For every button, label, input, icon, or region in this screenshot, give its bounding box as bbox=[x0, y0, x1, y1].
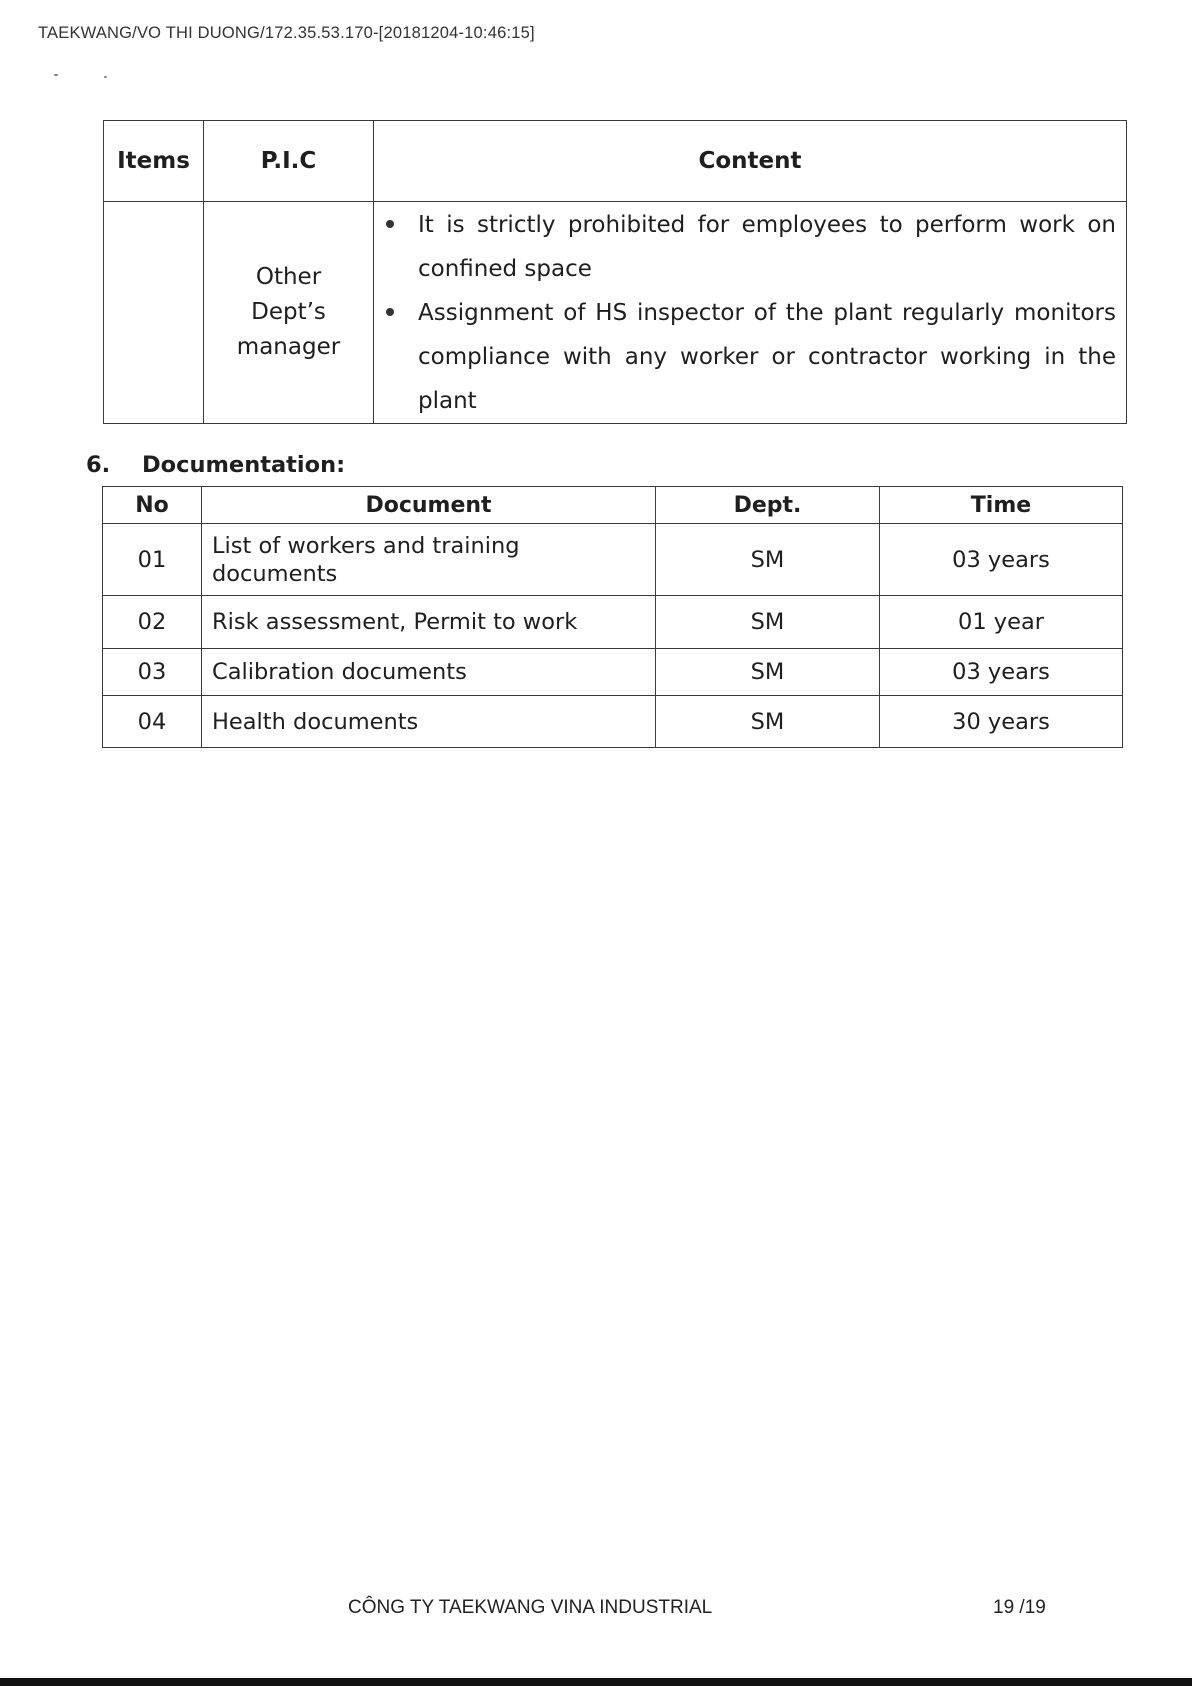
document-cell: Health documents bbox=[202, 696, 656, 748]
dept-cell: SM bbox=[656, 696, 880, 748]
dept-cell: SM bbox=[656, 524, 880, 596]
document-cell: Calibration documents bbox=[202, 649, 656, 696]
list-item bbox=[380, 203, 1116, 291]
dept-cell: SM bbox=[656, 596, 880, 649]
dept-cell: SM bbox=[656, 649, 880, 696]
responsibility-table bbox=[103, 120, 1127, 424]
column-header-dept: Dept. bbox=[656, 487, 880, 524]
list-item-text: It is strictly prohibited for employees to perform work on confined space bbox=[418, 211, 1116, 282]
column-header-time: Time bbox=[880, 487, 1123, 524]
section-title: Documentation: bbox=[142, 452, 346, 478]
pic-cell bbox=[204, 202, 374, 424]
footer-company-name: CÔNG TY TAEKWANG VINA INDUSTRIAL bbox=[348, 1597, 713, 1618]
no-cell: 02 bbox=[103, 596, 202, 649]
table-row bbox=[104, 202, 1127, 424]
no-cell: 03 bbox=[103, 649, 202, 696]
document-line: List of workers and training bbox=[212, 532, 520, 559]
items-cell bbox=[104, 202, 204, 424]
documentation-table bbox=[102, 486, 1123, 748]
column-header-content: Content bbox=[374, 121, 1127, 202]
bullet-icon bbox=[386, 220, 394, 228]
table-header-row bbox=[104, 121, 1127, 202]
time-cell: 03 years bbox=[880, 649, 1123, 696]
list-item bbox=[380, 291, 1116, 423]
list-item-text: Assignment of HS inspector of the plant regularly monitors compliance with any worker or contractor working in the plant bbox=[418, 299, 1116, 414]
table-row bbox=[103, 696, 1123, 748]
section-heading bbox=[86, 452, 345, 478]
pic-line: manager bbox=[236, 334, 341, 360]
document-cell: Risk assessment, Permit to work bbox=[202, 596, 656, 649]
footer-page-number: 19 /19 bbox=[993, 1597, 1046, 1618]
table-row bbox=[103, 596, 1123, 649]
scan-edge-bar bbox=[0, 1678, 1192, 1686]
document-cell bbox=[202, 524, 656, 596]
column-header-document: Document bbox=[202, 487, 656, 524]
no-cell: 04 bbox=[103, 696, 202, 748]
content-cell bbox=[374, 202, 1127, 424]
section-number: 6. bbox=[86, 452, 111, 478]
document-line: documents bbox=[212, 560, 338, 587]
content-list bbox=[380, 203, 1116, 423]
time-cell: 01 year bbox=[880, 596, 1123, 649]
time-cell: 30 years bbox=[880, 696, 1123, 748]
table-row bbox=[103, 649, 1123, 696]
pic-line: Other bbox=[255, 264, 322, 290]
no-cell: 01 bbox=[103, 524, 202, 596]
print-stamp: TAEKWANG/VO THI DUONG/172.35.53.170-[20181204-10:46:15] bbox=[38, 24, 535, 42]
pic-line: Dept’s bbox=[251, 299, 326, 325]
scan-specks bbox=[54, 72, 114, 82]
column-header-pic: P.I.C bbox=[204, 121, 374, 202]
column-header-no: No bbox=[103, 487, 202, 524]
column-header-items: Items bbox=[104, 121, 204, 202]
table-header-row bbox=[103, 487, 1123, 524]
bullet-icon bbox=[386, 308, 394, 316]
table-row bbox=[103, 524, 1123, 596]
time-cell: 03 years bbox=[880, 524, 1123, 596]
